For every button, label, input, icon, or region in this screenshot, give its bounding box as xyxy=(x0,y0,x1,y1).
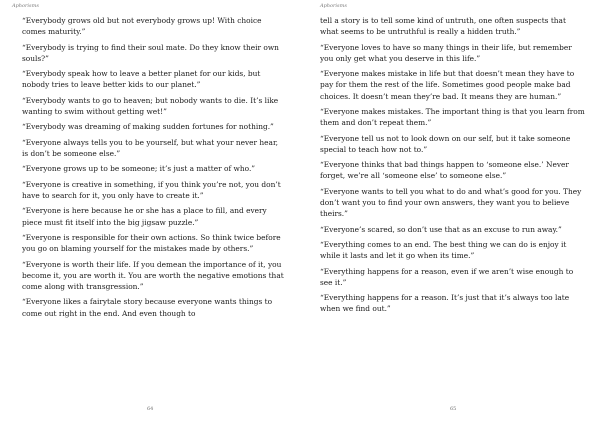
page-body xyxy=(320,15,585,319)
quote-paragraph: “Everyone is worth their life. If you demean the importance of it, you become it, you are worth it. You are worth the negative emotions that come along with transgression.” xyxy=(22,259,284,291)
quote-paragraph: tell a story is to tell some kind of untruth, one often suspects that what seems to be untruthful is really a hidden truth.” xyxy=(320,16,566,37)
quote-paragraph: “Everyone’s scared, so don’t use that as an excuse to run away.” xyxy=(320,224,562,234)
quote-paragraph: “Everyone grows up to be someone; it’s just a matter of who.” xyxy=(22,164,256,174)
page-number: 64 xyxy=(147,406,154,412)
quote-paragraph: “Everyone is creative in something, if you think you’re not, you don’t have to search for it, you only have to create it.” xyxy=(22,179,281,200)
quote-paragraph: “Everybody grows old but not everybody grows up! With choice comes maturity.” xyxy=(22,16,262,37)
quote-paragraph: “Everyone makes mistakes. The important thing is that you learn from them and don’t repeat them.” xyxy=(320,106,585,128)
quote-paragraph: “Everyone is responsible for their own actions. So think twice before you go on blaming yourself for the mistakes made by others.” xyxy=(22,232,281,254)
quote-paragraph: “Everyone makes mistake in life but that doesn’t mean they have to pay for them the rest of the life. Sometimes good people make bad choices. It doesn’t mean they’re bad. It means they are human.” xyxy=(320,69,575,101)
quote-paragraph: “Everyone is here because he or she has a place to fill, and every piece must fit itself into the big jigsaw puzzle.” xyxy=(22,206,267,227)
quote-paragraph: “Everyone always tells you to be yourself, but what your never hear, is don’t be someone else.” xyxy=(22,137,279,158)
quote-paragraph: “Everyone tell us not to look down on our self, but it take someone special to teach how not to.” xyxy=(320,133,571,154)
quote-paragraph: “Everything happens for a reason. It’s just that it’s always too late when we find out.” xyxy=(320,293,570,314)
quote-paragraph: “Everyone likes a fairytale story because everyone wants things to come out right in the end. And even though to xyxy=(22,297,273,318)
quote-paragraph: “Everybody wants to go to heaven; but nobody wants to die. It’s like wanting to swim without getting wet!” xyxy=(22,95,279,116)
quote-paragraph: “Everybody is trying to find their soul mate. Do they know their own souls?” xyxy=(22,42,279,63)
quote-paragraph: “Everything comes to an end. The best thing we can do is enjoy it while it lasts and let it go when its time.” xyxy=(320,239,567,261)
quote-paragraph: “Everyone thinks that bad things happen to ‘someone else.’ Never forget, we’re all ‘someone else’ to someone else.” xyxy=(320,160,569,181)
quote-paragraph: “Everyone wants to tell you what to do and what’s good for you. They don’t want you to find your own answers, they want you to believe theirs.” xyxy=(320,186,582,219)
quote-paragraph: “Everything happens for a reason, even if we aren’t wise enough to see it.” xyxy=(320,266,574,287)
page-body xyxy=(22,15,286,323)
page-number: 65 xyxy=(450,406,457,412)
quote-paragraph: “Everybody was dreaming of making sudden fortunes for nothing.” xyxy=(22,122,274,132)
right-page xyxy=(300,0,600,424)
running-head: Aphorisms xyxy=(12,3,39,9)
quote-paragraph: “Everyone loves to have so many things in their life, but remember you only get what you deserve in this life.” xyxy=(320,42,572,63)
running-head: Aphorisms xyxy=(320,3,347,9)
quote-paragraph: “Everybody speak how to leave a better planet for our kids, but nobody tries to leave better kids to our planet.” xyxy=(22,69,261,90)
